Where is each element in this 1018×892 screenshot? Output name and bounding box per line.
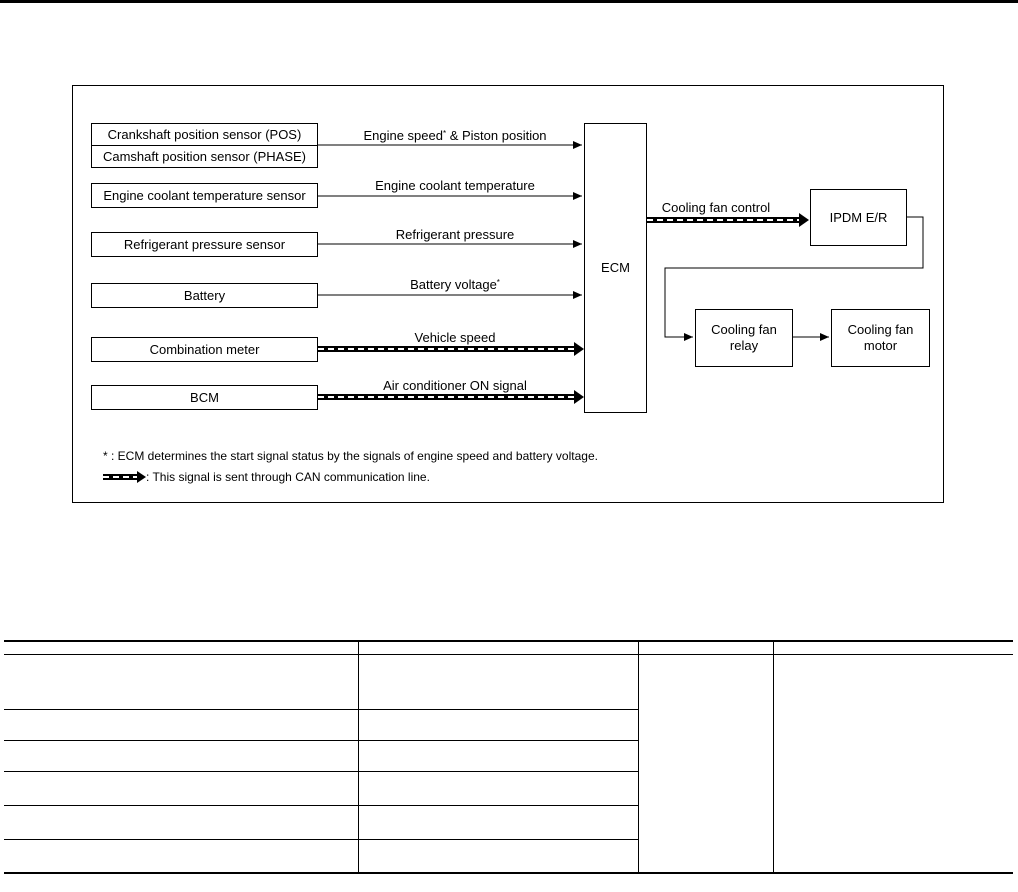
- cooling-fan-motor-box: [831, 309, 930, 367]
- can-wire-vehicle-speed-arrow: [574, 342, 584, 356]
- table-cell-merged: [773, 655, 1013, 873]
- table-header-cell: [638, 641, 773, 655]
- table-cell: [358, 772, 638, 806]
- table-header-cell: [358, 641, 638, 655]
- signal-vehicle-speed: Vehicle speed: [414, 330, 496, 345]
- camshaft-sensor-label: Camshaft position sensor (PHASE): [92, 145, 317, 167]
- signal-battery-voltage: Battery voltage*: [410, 277, 500, 292]
- combination-meter-box: Combination meter: [91, 337, 318, 362]
- can-note: : This signal is sent through CAN communication line.: [146, 470, 430, 484]
- table-row: [4, 655, 1013, 710]
- table-header-cell: [773, 641, 1013, 655]
- coolant-sensor-box: Engine coolant temperature sensor: [91, 183, 318, 208]
- legend-can-arrow: [137, 471, 146, 483]
- table-cell-merged: [638, 655, 773, 873]
- can-wire-fan-control-arrow: [799, 213, 809, 227]
- relay-label-line1: Cooling fan: [711, 322, 777, 337]
- signal-table: [4, 640, 1013, 874]
- crank-cam-sensor-box: [91, 123, 318, 168]
- table-cell: [4, 710, 358, 741]
- motor-label-line2: motor: [863, 338, 898, 353]
- relay-label-line2: relay: [729, 338, 759, 353]
- ecm-box: ECM: [584, 123, 647, 413]
- table-cell: [4, 741, 358, 772]
- crankshaft-sensor-label: Crankshaft position sensor (POS): [107, 126, 302, 142]
- table-cell: [358, 710, 638, 741]
- table-cell: [4, 655, 358, 710]
- table-header-row: [4, 641, 1013, 655]
- can-wire-ac-arrow: [574, 390, 584, 404]
- signal-ac-on: Air conditioner ON signal: [383, 378, 527, 393]
- signal-cooling-fan-control: Cooling fan control: [661, 200, 771, 215]
- bcm-box: BCM: [91, 385, 318, 410]
- system-diagram: [72, 85, 944, 503]
- signal-refrigerant-pressure: Refrigerant pressure: [395, 227, 515, 242]
- table-cell: [358, 655, 638, 710]
- table-cell: [4, 840, 358, 873]
- table-cell: [4, 772, 358, 806]
- signal-engine-speed: Engine speed* & Piston position: [363, 128, 547, 143]
- table-header-cell: [4, 641, 358, 655]
- battery-box: Battery: [91, 283, 318, 308]
- table-cell: [4, 806, 358, 840]
- motor-label-line1: Cooling fan: [847, 322, 914, 337]
- cooling-fan-relay-box: [695, 309, 793, 367]
- ipdm-er-box: IPDM E/R: [810, 189, 907, 246]
- signal-coolant-temp: Engine coolant temperature: [375, 178, 535, 193]
- top-rule: [0, 0, 1018, 3]
- table-cell: [358, 806, 638, 840]
- asterisk-note: * : ECM determines the start signal status by the signals of engine speed and battery voltage.: [103, 449, 598, 463]
- table-cell: [358, 840, 638, 873]
- table-cell: [358, 741, 638, 772]
- refrigerant-sensor-box: Refrigerant pressure sensor: [91, 232, 318, 257]
